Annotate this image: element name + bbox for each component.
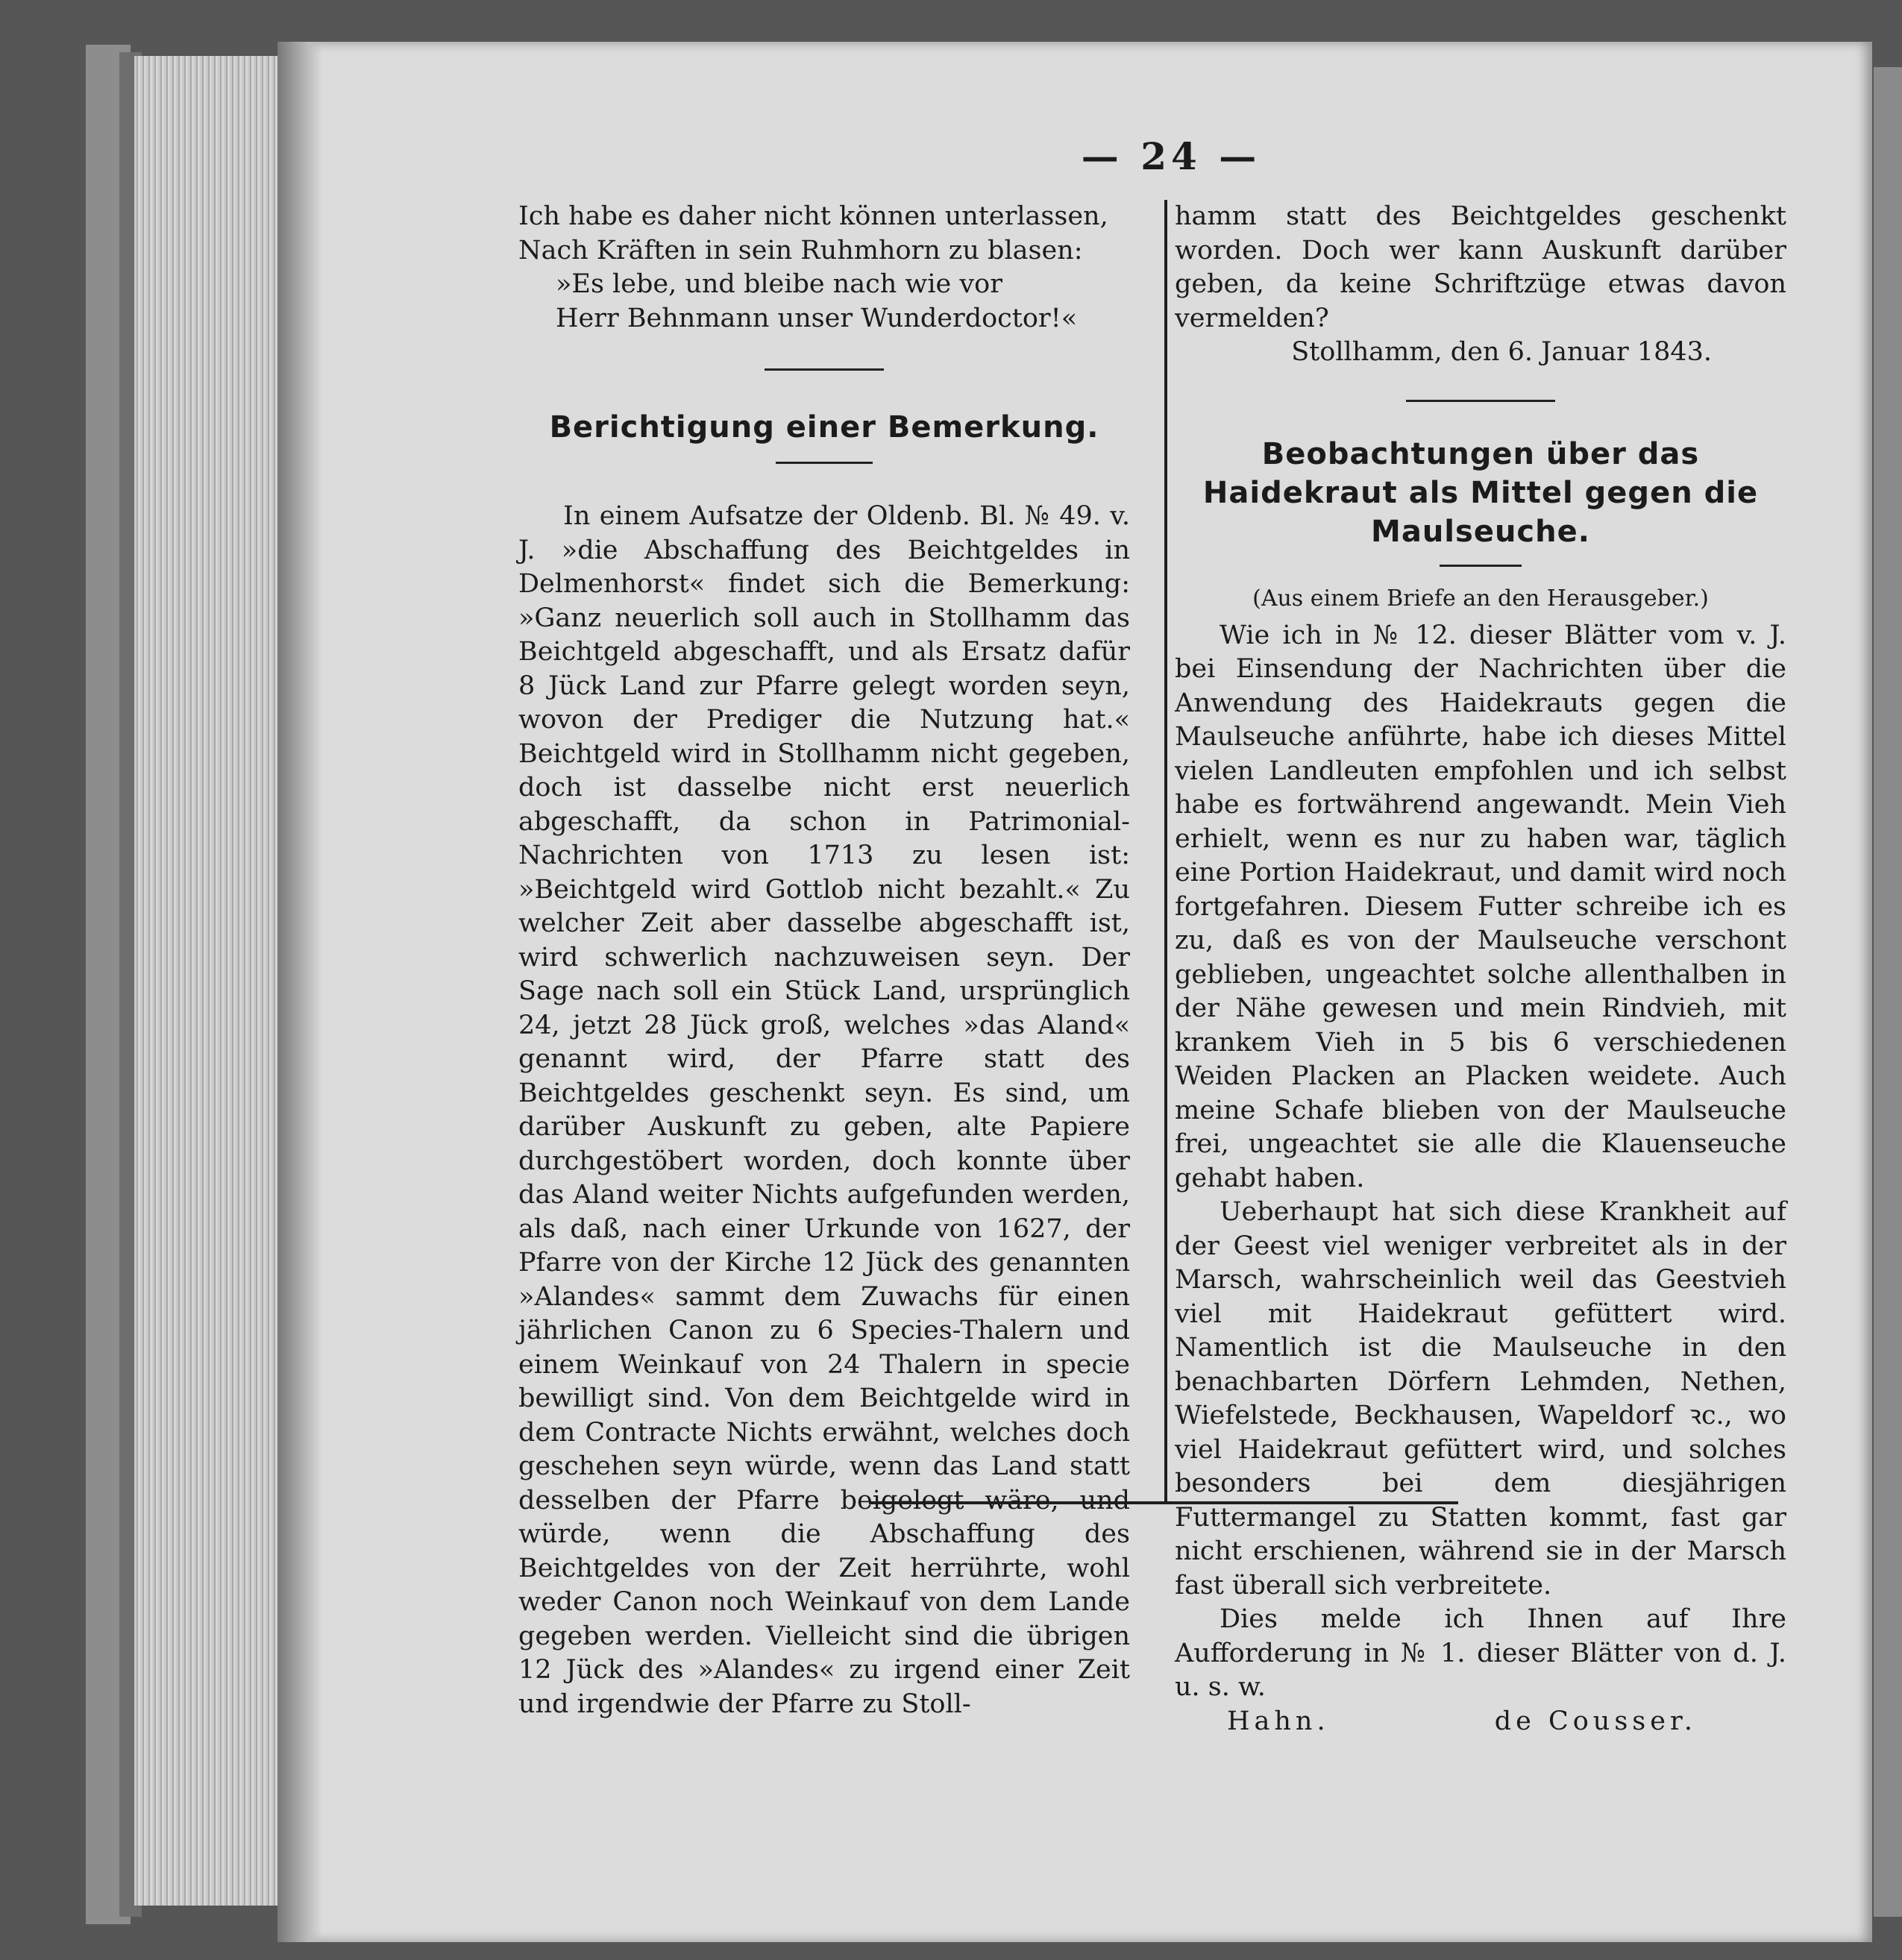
page-edges [134, 56, 283, 1906]
column-divider [1164, 200, 1167, 1501]
left-column [518, 200, 1130, 1721]
poem-block [518, 200, 1130, 336]
poem-line: »Es lebe, und bleibe nach wie vor [556, 269, 1002, 299]
signature-right: de Cousser. [1494, 1706, 1697, 1736]
signature-left: Hahn. [1227, 1706, 1330, 1736]
article-paragraph: Dies melde ich Ihnen auf Ihre Aufforderung in № 1. dieser Blätter von d. J. u. s. w. [1175, 1604, 1786, 1702]
signature-line [1175, 1705, 1786, 1739]
page-number: — 24 — [1081, 134, 1261, 178]
article-paragraph: Wie ich in № 12. dieser Blätter vom v. J. bei Einsendung der Nachrichten über die Anwendung des Haidekrauts gegen die Maulseuche anführte, habe ich dieses Mittel vielen Landleuten empfohlen und ich selbst habe es fortwährend angewandt. Mein Vieh erhielt, wenn es nur zu haben war, täglich eine Portion Haidekraut, und damit wird noch fortgefahren. Diesem Futter schreibe ich es zu, daß es von der Maulseuche verschont geblieben, ungeachtet solche allenthalben in der Nähe gewesen und mein Rindvieh, mit krankem Vieh in 5 bis 6 verschiedenen Weiden Placken an Placken weidete. Auch meine Schafe blieben von der Maulseuche frei, ungeachtet sie alle die Klauenseuche gehabt haben. [1175, 620, 1786, 1193]
article-body: In einem Aufsatze der Oldenb. Bl. № 49. v. J. »die Abschaffung des Beichtgeldes in Delmenhorst« findet sich die Bemerkung: »Ganz neuerlich soll auch in Stollhamm das Beichtgeld abgeschafft, und als Ersatz dafür 8 Jück Land zur Pfarre gelegt worden seyn, wovon der Prediger die Nutzung hat.« Beichtgeld wird in Stollhamm nicht gegeben, doch ist dasselbe nicht erst neuerlich abgeschafft, da schon in Patrimonial-Nachrichten von 1713 zu lesen ist: »Beichtgeld wird Gottlob nicht bezahlt.« Zu welcher Zeit aber dasselbe abgeschafft ist, wird schwerlich nachzuweisen seyn. Der Sage nach soll ein Stück Land, ursprünglich 24, jetzt 28 Jück groß, welches »das Aland« genannt wird, der Pfarre statt des Beichtgeldes geschenkt seyn. Es sind, um darüber Auskunft zu geben, alte Papiere durchgestöbert worden, doch konnte über das Aland weiter Nichts aufgefunden werden, als daß, nach einer Urkunde von 1627, der Pfarre von der Kirche 12 Jück des genannten »Alandes« sammt dem Zuwachs für einen jährlichen Canon zu 6 Species-Thalern und einem Weinkauf von 24 Thalern in specie bewilligt sind. Von dem Beichtgelde wird in dem Contracte Nichts erwähnt, welches doch geschehen seyn würde, wenn das Land statt desselben der Pfarre beigelegt wäre, und würde, wenn die Abschaffung des Beichtgeldes von der Zeit herrührte, wohl weder Canon noch Weinkauf von dem Lande gegeben werden. Vielleicht sind die übrigen 12 Jück des »Alandes« zu irgend einer Zeit und irgendwie der Pfarre zu Stoll- [518, 501, 1130, 1719]
page-gutter-shadow [277, 42, 322, 1942]
article-paragraph: Ueberhaupt hat sich diese Krankheit auf der Geest viel weniger verbreitet als in der Marsch, wahrscheinlich weil das Geestvieh viel mit Haidekraut gefüttert wird. Namentlich ist die Maulseuche in den benachbarten Dörfern Lehmden, Nethen, Wiefelstede, Beckhausen, Wapeldorf ꝛc., wo viel Haidekraut gefüttert wird, und solches besonders bei dem diesjährigen Futtermangel zu Statten kommt, fast gar nicht erschienen, während sie in der Marsch fast überall sich verbreitete. [1175, 1197, 1786, 1601]
article-subtitle: (Aus einem Briefe an den Herausgeber.) [1252, 585, 1709, 612]
dateline: Stollhamm, den 6. Januar 1843. [1291, 337, 1712, 367]
poem-line: Ich habe es daher nicht können unterlassen, [518, 201, 1108, 231]
article-title: Beobachtungen über das Haidekraut als Mittel gegen die Maulseuche. [1202, 436, 1759, 549]
article-title: Berichtigung einer Bemerkung. [549, 410, 1099, 445]
next-page-edge [1874, 67, 1902, 1917]
poem-line: Nach Kräften in sein Ruhmhorn zu blasen: [518, 235, 1083, 266]
article-continuation: hamm statt des Beichtgeldes geschenkt worden. Doch wer kann Auskunft darüber geben, da keine Schriftzüge etwas davon vermelden? [1175, 201, 1786, 333]
right-column [1175, 200, 1786, 1738]
poem-line: Herr Behnmann unser Wunderdoctor!« [556, 303, 1078, 333]
